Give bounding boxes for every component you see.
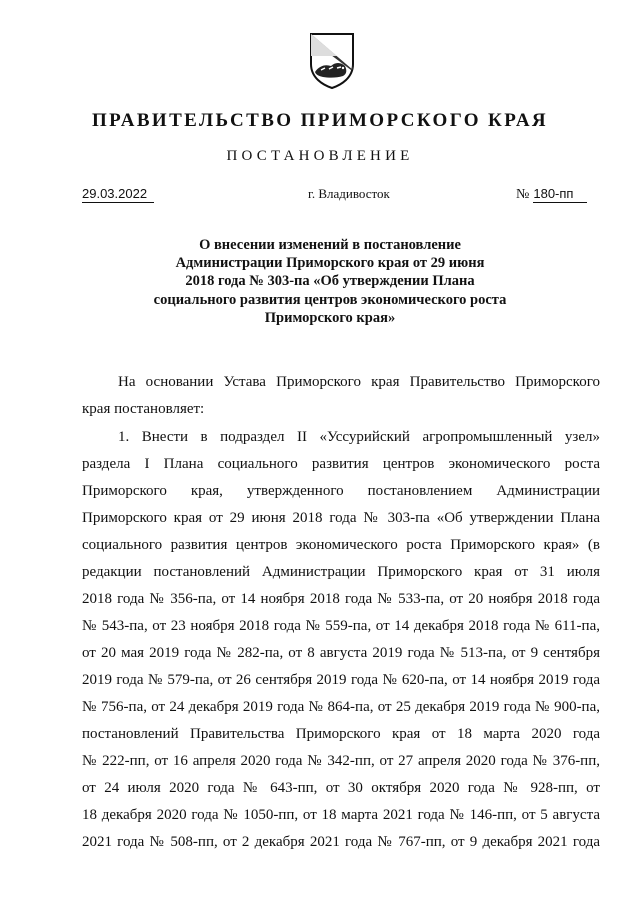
body-line: 2019 года № 579-па, от 26 сентября 2019 года № 620-па, от 14 ноября 2019 года [82,672,600,688]
subject-line: 2018 года № 303-па «Об утверждении Плана [185,273,475,290]
body-line: № 222-пп, от 16 апреля 2020 года № 342-пп, от 27 апреля 2020 года № 376-пп, [82,753,600,769]
body-line: от 24 июля 2020 года № 643-пп, от 30 октября 2020 года № 928-пп, от [82,780,600,796]
body-line: края постановляет: [82,401,205,417]
body-line: 2021 года № 508-пп, от 2 декабря 2021 года № 767-пп, от 9 декабря 2021 года [82,834,600,850]
body-line: На основании Устава Приморского края Правительство Приморского [118,374,600,390]
body-line: Приморского края от 29 июня 2018 года № 303-па «Об утверждении Плана [82,510,600,526]
government-title: ПРАВИТЕЛЬСТВО ПРИМОРСКОГО КРАЯ [91,110,549,131]
body-line: от 20 мая 2019 года № 282-па, от 8 августа 2019 года № 513-па, от 9 сентября [82,645,600,661]
document-subject [130,236,530,327]
document-city: г. Владивосток [308,186,390,201]
document-type: ПОСТАНОВЛЕНИЕ [226,148,414,164]
body-line: Приморского края, утвержденного постановлением Администрации [82,483,600,499]
number-value: 180-пп [533,186,587,203]
coat-of-arms-icon [307,30,357,90]
document-date: 29.03.2022 [82,186,154,203]
body-line: раздела I Плана социального развития центров экономического роста [82,456,600,472]
body-line: № 543-па, от 23 ноября 2018 года № 559-па, от 14 декабря 2018 года № 611-па, [82,618,600,634]
subject-line: социального развития центров экономического роста [153,291,507,308]
body-line: № 756-па, от 24 декабря 2019 года № 864-па, от 25 декабря 2019 года № 900-па, [82,699,600,715]
subject-line: Приморского края» [264,309,396,326]
body-line: 2018 года № 356-па, от 14 ноября 2018 года № 533-па, от 20 ноября 2018 года [82,591,600,607]
body-line: 1. Внести в подраздел II «Уссурийский агропромышленный узел» [118,429,600,445]
body-line: 18 декабря 2020 года № 1050-пп, от 18 марта 2021 года № 146-пп, от 5 августа [82,807,600,823]
number-label: № [516,187,530,202]
body-line: редакции постановлений Администрации Приморского края от 31 июля [82,564,600,580]
subject-line: Администрации Приморского края от 29 июня [175,255,485,272]
document-number [516,186,587,203]
body-line: социального развития центров экономического роста Приморского края» (в [82,537,600,553]
subject-line: О внесении изменений в постановление [199,237,461,253]
body-line: постановлений Правительства Приморского края от 18 марта 2020 года [82,726,600,742]
